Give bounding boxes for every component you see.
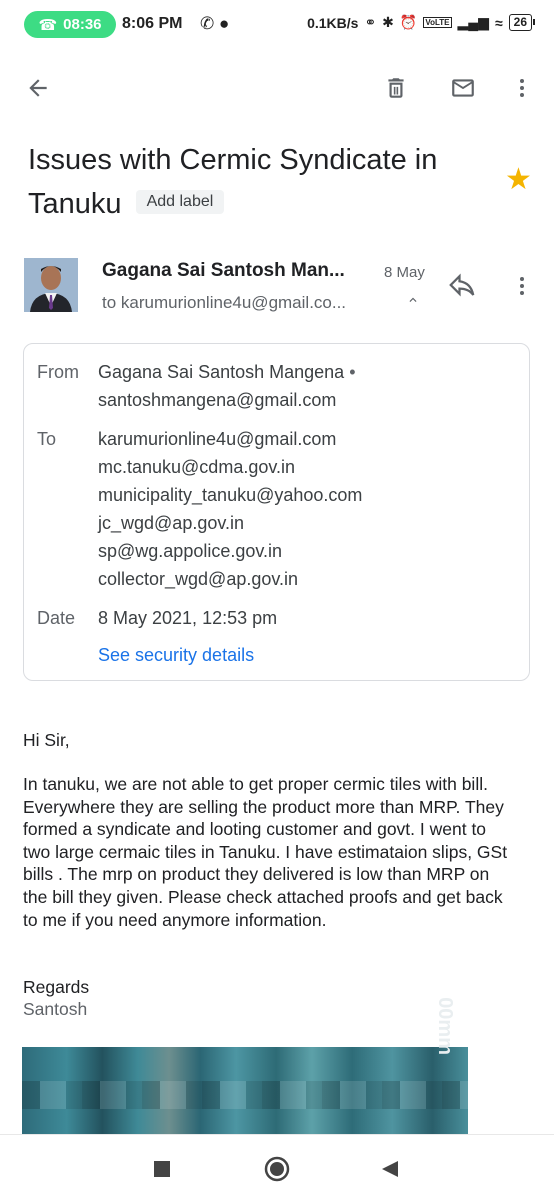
security-details-link[interactable]: See security details: [98, 645, 255, 665]
home-button[interactable]: [263, 1155, 291, 1183]
call-timer: 08:36: [63, 16, 102, 33]
sender-name: Gagana Sai Santosh Man...: [102, 260, 345, 281]
triangle-back-icon: [380, 1159, 400, 1179]
from-label: From: [37, 362, 79, 382]
delete-button[interactable]: [378, 70, 414, 106]
date-value: 8 May 2021, 12:53 pm: [98, 608, 278, 628]
from-value: Gagana Sai Santosh Mangena • santoshmangena@gmail.com: [98, 362, 356, 410]
circle-icon: [263, 1155, 291, 1183]
back-button[interactable]: [20, 70, 56, 106]
battery-icon: 26: [509, 14, 532, 31]
body-paragraph: In tanuku, we are not able to get proper cermic tiles with bill. Everywhere they are selling the product more than MRP. They formed a syndicate and looting customer and govt. I went to two large cermaic tiles in Tanuku. I have estimataion slips, GSt bills . The mrp on product they delivered is low than MRP on the bill they given. Please check attached proofs and get back to me if you need anymore information.: [23, 774, 508, 930]
chevron-up-icon[interactable]: [406, 293, 420, 312]
volte-icon: VoLTE: [425, 18, 450, 27]
email-date-short: 8 May: [384, 264, 425, 281]
signal-icon: ▂▄▆: [457, 14, 489, 30]
to-label: To: [37, 429, 57, 449]
alarm-icon: ⏰: [399, 14, 418, 30]
recents-button[interactable]: [148, 1155, 176, 1183]
to-list: [98, 425, 362, 593]
email-subject: [28, 138, 498, 226]
system-nav-bar: [0, 1134, 554, 1201]
call-icon: ✆ ●: [200, 14, 230, 33]
from-email[interactable]: santoshmangena@gmail.com: [98, 390, 337, 410]
phone-icon: ☎: [38, 16, 58, 34]
headphones-icon: ⚭: [364, 14, 377, 30]
square-icon: [153, 1160, 171, 1178]
bluetooth-icon: ✱: [382, 14, 394, 30]
body-signature: Santosh: [23, 999, 88, 1019]
more-vert-icon: [510, 75, 534, 101]
to-recipient[interactable]: sp@wg.appolice.gov.in: [98, 541, 283, 561]
more-options-button[interactable]: [504, 70, 540, 106]
body-regards: Regards: [23, 977, 90, 997]
back-nav-button[interactable]: [376, 1155, 404, 1183]
status-time: 8:06 PM: [122, 15, 183, 32]
sender-avatar[interactable]: [24, 258, 78, 312]
mail-icon: [448, 75, 478, 101]
mark-unread-button[interactable]: [445, 70, 481, 106]
from-name: Gagana Sai Santosh Mangena: [98, 362, 345, 382]
reply-icon: [447, 270, 477, 300]
ongoing-call-pill[interactable]: [24, 11, 116, 38]
attachment-label-text: 00mm: [434, 997, 456, 1055]
wifi-icon: ≈: [494, 14, 503, 31]
date-label: Date: [37, 608, 76, 628]
to-recipient[interactable]: karumurionline4u@gmail.com: [98, 429, 337, 449]
star-icon[interactable]: ★: [505, 163, 532, 196]
to-recipient[interactable]: mc.tanuku@cdma.gov.in: [98, 457, 296, 477]
to-recipient[interactable]: collector_wgd@ap.gov.in: [98, 569, 299, 589]
more-vert-icon: [510, 272, 534, 300]
trash-icon: [383, 74, 409, 102]
back-arrow-icon: [25, 75, 51, 101]
person-photo-icon: [24, 258, 78, 312]
message-more-button[interactable]: [510, 272, 534, 305]
add-label-chip[interactable]: Add label: [136, 190, 225, 214]
subject-text: Issues with Cermic Syndicate in Tanuku: [28, 144, 438, 220]
status-icons: [307, 14, 532, 31]
net-speed: 0.1KB/s: [307, 14, 359, 31]
body-greeting: Hi Sir,: [23, 730, 70, 750]
reply-button[interactable]: [447, 270, 477, 305]
message-details-card: [23, 343, 530, 681]
to-recipient[interactable]: jc_wgd@ap.gov.in: [98, 513, 245, 533]
to-recipient[interactable]: municipality_tanuku@yahoo.com: [98, 485, 363, 505]
recipient-summary[interactable]: to karumurionline4u@gmail.co...: [102, 293, 347, 312]
